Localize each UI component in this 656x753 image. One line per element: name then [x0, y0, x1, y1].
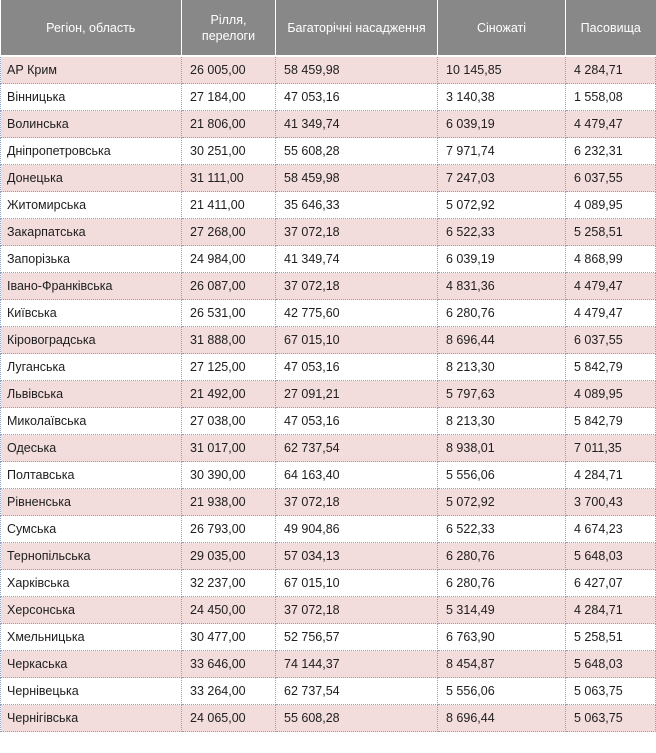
cell-arable: 31 888,00: [182, 327, 276, 354]
cell-pastures: 6 037,55: [566, 327, 656, 354]
cell-arable: 24 984,00: [182, 246, 276, 273]
cell-arable: 30 390,00: [182, 462, 276, 489]
cell-pastures: 4 284,71: [566, 56, 656, 84]
cell-pastures: 4 284,71: [566, 597, 656, 624]
cell-perennial: 41 349,74: [276, 111, 438, 138]
cell-hayfields: 3 140,38: [438, 84, 566, 111]
header-region: Регіон, область: [1, 0, 182, 56]
cell-perennial: 57 034,13: [276, 543, 438, 570]
cell-hayfields: 7 247,03: [438, 165, 566, 192]
cell-arable: 27 125,00: [182, 354, 276, 381]
cell-hayfields: 6 280,76: [438, 543, 566, 570]
cell-pastures: 1 558,08: [566, 84, 656, 111]
cell-perennial: 58 459,98: [276, 165, 438, 192]
header-hayfields: Сіножаті: [438, 0, 566, 56]
cell-perennial: 47 053,16: [276, 354, 438, 381]
table-row: [1, 516, 656, 543]
table-row: [1, 165, 656, 192]
cell-perennial: 58 459,98: [276, 56, 438, 84]
cell-perennial: 47 053,16: [276, 408, 438, 435]
cell-hayfields: 6 522,33: [438, 516, 566, 543]
table-row: [1, 84, 656, 111]
cell-perennial: 74 144,37: [276, 651, 438, 678]
cell-pastures: 4 479,47: [566, 273, 656, 300]
cell-perennial: 49 904,86: [276, 516, 438, 543]
cell-arable: 29 035,00: [182, 543, 276, 570]
cell-region: Івано-Франківська: [1, 273, 182, 300]
cell-pastures: 4 479,47: [566, 111, 656, 138]
cell-region: Миколаївська: [1, 408, 182, 435]
table-row: [1, 192, 656, 219]
cell-region: Рівненська: [1, 489, 182, 516]
table-row: [1, 462, 656, 489]
cell-region: Вінницька: [1, 84, 182, 111]
cell-perennial: 47 053,16: [276, 84, 438, 111]
cell-pastures: 6 037,55: [566, 165, 656, 192]
cell-arable: 26 005,00: [182, 56, 276, 84]
cell-perennial: 42 775,60: [276, 300, 438, 327]
cell-arable: 26 531,00: [182, 300, 276, 327]
table-row: [1, 246, 656, 273]
cell-arable: 31 017,00: [182, 435, 276, 462]
cell-arable: 33 646,00: [182, 651, 276, 678]
cell-perennial: 37 072,18: [276, 597, 438, 624]
cell-hayfields: 8 454,87: [438, 651, 566, 678]
table-row: [1, 273, 656, 300]
cell-pastures: 4 089,95: [566, 192, 656, 219]
cell-pastures: 6 427,07: [566, 570, 656, 597]
cell-arable: 27 038,00: [182, 408, 276, 435]
cell-arable: 30 251,00: [182, 138, 276, 165]
cell-region: Сумська: [1, 516, 182, 543]
cell-region: Луганська: [1, 354, 182, 381]
cell-hayfields: 10 145,85: [438, 56, 566, 84]
cell-arable: 27 268,00: [182, 219, 276, 246]
cell-perennial: 27 091,21: [276, 381, 438, 408]
header-pastures: Пасовища: [566, 0, 656, 56]
cell-arable: 32 237,00: [182, 570, 276, 597]
cell-pastures: 5 842,79: [566, 408, 656, 435]
cell-region: Харківська: [1, 570, 182, 597]
cell-arable: 21 938,00: [182, 489, 276, 516]
table-row: [1, 543, 656, 570]
cell-region: Дніпропетровська: [1, 138, 182, 165]
table-row: [1, 597, 656, 624]
cell-perennial: 67 015,10: [276, 570, 438, 597]
cell-pastures: 5 648,03: [566, 651, 656, 678]
table-header: [1, 0, 656, 56]
header-arable: Рілля, перелоги: [182, 0, 276, 56]
cell-hayfields: 5 072,92: [438, 192, 566, 219]
table-row: [1, 489, 656, 516]
cell-pastures: 6 232,31: [566, 138, 656, 165]
cell-hayfields: 8 696,44: [438, 705, 566, 732]
cell-region: Херсонська: [1, 597, 182, 624]
cell-region: Хмельницька: [1, 624, 182, 651]
cell-hayfields: 6 280,76: [438, 300, 566, 327]
cell-hayfields: 6 763,90: [438, 624, 566, 651]
cell-region: Житомирська: [1, 192, 182, 219]
cell-hayfields: 8 938,01: [438, 435, 566, 462]
cell-perennial: 37 072,18: [276, 273, 438, 300]
cell-region: Чернігівська: [1, 705, 182, 732]
cell-region: Кіровоградська: [1, 327, 182, 354]
cell-perennial: 55 608,28: [276, 705, 438, 732]
cell-hayfields: 5 556,06: [438, 678, 566, 705]
cell-pastures: 4 284,71: [566, 462, 656, 489]
cell-hayfields: 6 039,19: [438, 111, 566, 138]
cell-pastures: 5 258,51: [566, 219, 656, 246]
table-row: [1, 56, 656, 84]
cell-perennial: 37 072,18: [276, 489, 438, 516]
cell-perennial: 64 163,40: [276, 462, 438, 489]
cell-perennial: 41 349,74: [276, 246, 438, 273]
cell-pastures: 3 700,43: [566, 489, 656, 516]
table-row: [1, 435, 656, 462]
cell-hayfields: 8 213,30: [438, 408, 566, 435]
table-row: [1, 408, 656, 435]
cell-hayfields: 6 039,19: [438, 246, 566, 273]
cell-arable: 26 793,00: [182, 516, 276, 543]
cell-region: Львівська: [1, 381, 182, 408]
header-perennial: Багаторічні насадження: [276, 0, 438, 56]
table-row: [1, 354, 656, 381]
table-body: [1, 56, 656, 732]
cell-pastures: 5 063,75: [566, 678, 656, 705]
cell-arable: 24 450,00: [182, 597, 276, 624]
cell-arable: 30 477,00: [182, 624, 276, 651]
cell-perennial: 37 072,18: [276, 219, 438, 246]
cell-region: Чернівецька: [1, 678, 182, 705]
cell-pastures: 5 648,03: [566, 543, 656, 570]
cell-pastures: 4 674,23: [566, 516, 656, 543]
cell-pastures: 7 011,35: [566, 435, 656, 462]
table-row: [1, 705, 656, 732]
cell-region: Запорізька: [1, 246, 182, 273]
cell-hayfields: 5 797,63: [438, 381, 566, 408]
cell-pastures: 5 842,79: [566, 354, 656, 381]
table-row: [1, 651, 656, 678]
cell-perennial: 62 737,54: [276, 435, 438, 462]
cell-hayfields: 5 556,06: [438, 462, 566, 489]
cell-pastures: 4 089,95: [566, 381, 656, 408]
table-row: [1, 138, 656, 165]
table-row: [1, 624, 656, 651]
cell-region: Полтавська: [1, 462, 182, 489]
table-row: [1, 678, 656, 705]
cell-hayfields: 8 696,44: [438, 327, 566, 354]
cell-pastures: 4 868,99: [566, 246, 656, 273]
cell-arable: 21 492,00: [182, 381, 276, 408]
cell-region: Одеська: [1, 435, 182, 462]
table-row: [1, 300, 656, 327]
cell-region: Закарпатська: [1, 219, 182, 246]
table-row: [1, 570, 656, 597]
cell-hayfields: 8 213,30: [438, 354, 566, 381]
cell-pastures: 4 479,47: [566, 300, 656, 327]
cell-region: Донецька: [1, 165, 182, 192]
cell-region: Волинська: [1, 111, 182, 138]
cell-arable: 31 111,00: [182, 165, 276, 192]
table-row: [1, 219, 656, 246]
cell-region: Київська: [1, 300, 182, 327]
cell-arable: 33 264,00: [182, 678, 276, 705]
cell-arable: 24 065,00: [182, 705, 276, 732]
table-row: [1, 111, 656, 138]
table-row: [1, 381, 656, 408]
cell-perennial: 67 015,10: [276, 327, 438, 354]
cell-perennial: 55 608,28: [276, 138, 438, 165]
cell-hayfields: 5 314,49: [438, 597, 566, 624]
cell-hayfields: 5 072,92: [438, 489, 566, 516]
cell-arable: 21 806,00: [182, 111, 276, 138]
cell-pastures: 5 258,51: [566, 624, 656, 651]
cell-hayfields: 7 971,74: [438, 138, 566, 165]
cell-hayfields: 6 522,33: [438, 219, 566, 246]
table-row: [1, 327, 656, 354]
cell-arable: 26 087,00: [182, 273, 276, 300]
cell-region: Черкаська: [1, 651, 182, 678]
cell-region: АР Крим: [1, 56, 182, 84]
cell-pastures: 5 063,75: [566, 705, 656, 732]
cell-hayfields: 4 831,36: [438, 273, 566, 300]
header-row: [1, 0, 656, 56]
cell-region: Тернопільська: [1, 543, 182, 570]
cell-perennial: 52 756,57: [276, 624, 438, 651]
cell-arable: 21 411,00: [182, 192, 276, 219]
cell-perennial: 35 646,33: [276, 192, 438, 219]
cell-perennial: 62 737,54: [276, 678, 438, 705]
cell-arable: 27 184,00: [182, 84, 276, 111]
cell-hayfields: 6 280,76: [438, 570, 566, 597]
